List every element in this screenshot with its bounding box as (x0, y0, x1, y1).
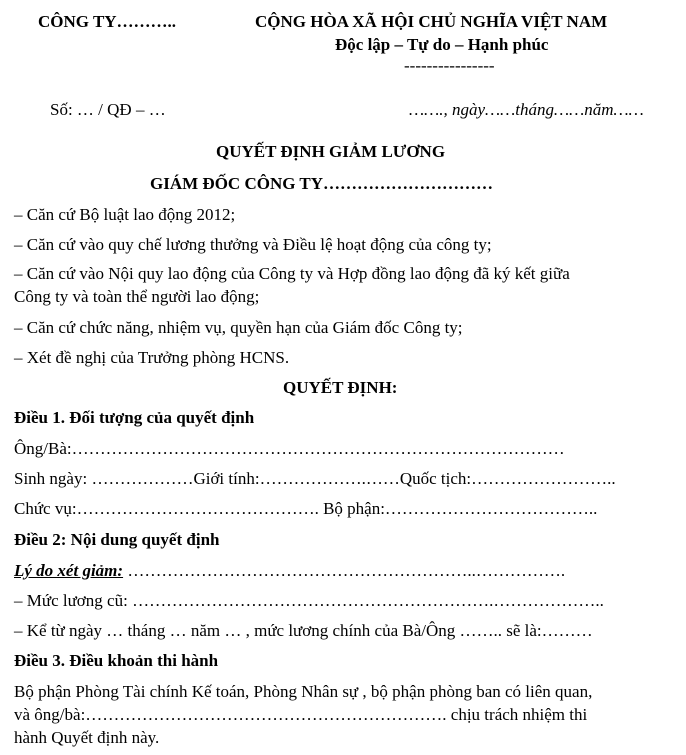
article-1-heading: Điều 1. Đối tượng của quyết định (14, 408, 255, 427)
article-2-heading: Điều 2: Nội dung quyết định (14, 530, 220, 549)
preamble-line: – Căn cứ vào quy chế lương thưởng và Điều lệ hoạt động của công ty; (14, 235, 492, 254)
reason-dots: ……………………………………………………..……………. (123, 561, 566, 580)
reason-label: Lý do xét giảm: (14, 561, 124, 580)
name-field: Ông/Bà:…………………………………………………………………………… (14, 439, 565, 458)
document-title: QUYẾT ĐỊNH GIẢM LƯƠNG (216, 142, 446, 161)
document-date: ……., ngày……tháng……năm…… (409, 100, 644, 119)
decision-heading: QUYẾT ĐỊNH: (283, 378, 398, 397)
header-separator: ---------------- (404, 56, 495, 75)
national-motto: Độc lập – Tự do – Hạnh phúc (335, 35, 549, 54)
company-name: CÔNG TY……….. (38, 12, 177, 31)
preamble-line: – Căn cứ chức năng, nhiệm vụ, quyền hạn của Giám đốc Công ty; (14, 318, 463, 337)
reason-field (14, 561, 565, 581)
article-3-body-line: hành Quyết định này. (14, 728, 160, 747)
article-3-body-line: Bộ phận Phòng Tài chính Kế toán, Phòng Nhân sự , bộ phận phòng ban có liên quan, (14, 682, 593, 701)
issuing-authority: GIÁM ĐỐC CÔNG TY………………………… (150, 174, 493, 193)
nation-title: CỘNG HÒA XÃ HỘI CHỦ NGHĨA VIỆT NAM (255, 12, 608, 31)
article-3-body-line: và ông/bà:………………………………………………………. chịu trách nhiệm thi (14, 705, 588, 724)
birth-gender-nationality-field: Sinh ngày: ………………Giới tính:……………….……Quốc tịch:…………………….. (14, 469, 616, 488)
document-number: Số: … / QĐ – … (50, 100, 166, 119)
article-3-heading: Điều 3. Điều khoản thi hành (14, 651, 219, 670)
new-salary-field: – Kể từ ngày … tháng … năm … , mức lương chính của Bà/Ông …….. sẽ là:……… (14, 621, 593, 640)
preamble-line: – Căn cứ Bộ luật lao động 2012; (14, 205, 236, 224)
preamble-line: – Căn cứ vào Nội quy lao động của Công ty và Hợp đồng lao động đã ký kết giữa (14, 264, 570, 283)
position-department-field: Chức vụ:……………………………………. Bộ phận:……………………………….. (14, 499, 598, 518)
preamble-line: – Xét đề nghị của Trưởng phòng HCNS. (14, 348, 290, 367)
preamble-line: Công ty và toàn thể người lao động; (14, 287, 260, 306)
old-salary-field: – Mức lương cũ: ……………………………………………………….……………….. (14, 591, 604, 610)
